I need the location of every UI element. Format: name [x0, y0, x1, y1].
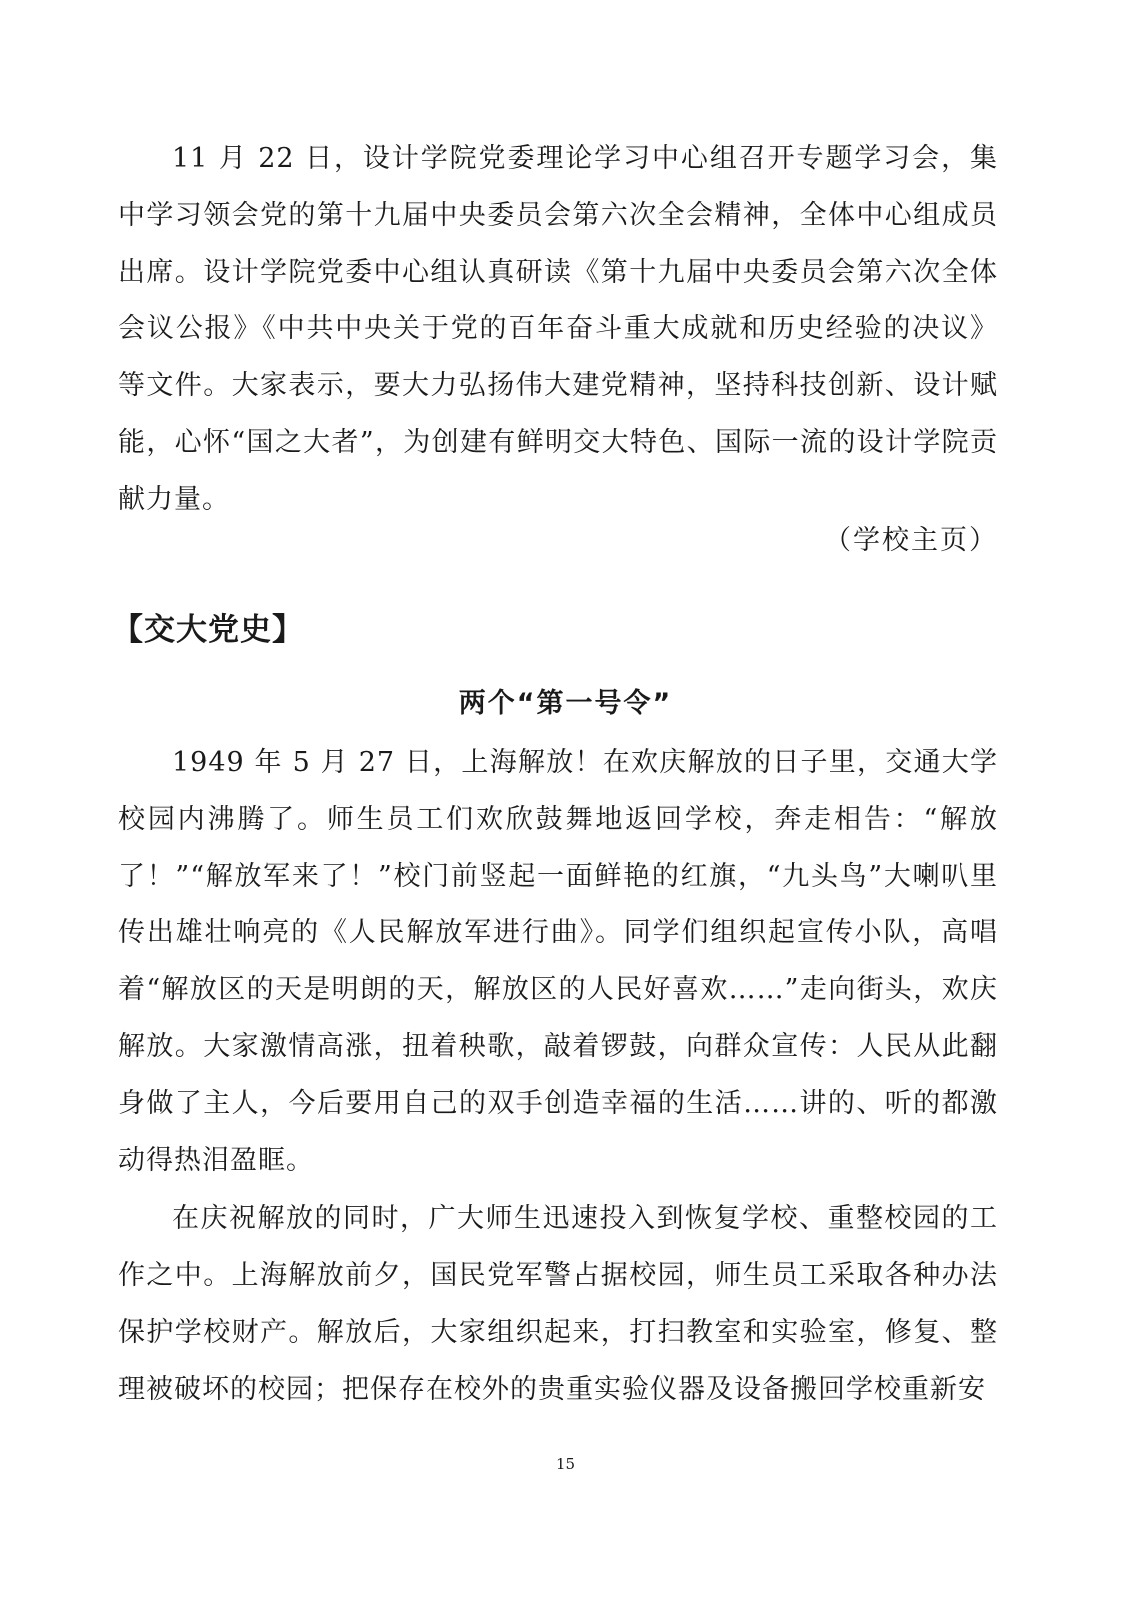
article-paragraph-2: 在庆祝解放的同时，广大师生迅速投入到恢复学校、重整校园的工作之中。上海解放前夕，国民党军警占据校园，师生员工采取各种办法保护学校财产。解放后，大家组织起来，打扫教室和实验室，修复、整理被破坏的校园；把保存在校外的贵重实验仪器及设备搬回学校重新安	[118, 1203, 998, 1405]
news-block	[118, 131, 998, 529]
article-paragraph-1: 1949 年 5 月 27 日，上海解放！在欢庆解放的日子里，交通大学校园内沸腾了。师生员工们欢欣鼓舞地返回学校，奔走相告：“解放了！”“解放军来了！”校门前竖起一面鲜艳的红旗，“九头鸟”大喇叭里传出雄壮响亮的《人民解放军进行曲》。同学们组织起宣传小队，高唱着“解放区的天是明朗的天，解放区的人民好喜欢……”走向街头，欢庆解放。大家激情高涨，扭着秧歌，敲着锣鼓，向群众宣传：人民从此翻身做了主人，今后要用自己的双手创造幸福的生活……讲的、听的都激动得热泪盈眶。	[118, 747, 998, 1176]
page-number: 15	[555, 1455, 576, 1473]
section-heading: 【交大党史】	[112, 612, 304, 648]
news-source: （学校主页）	[824, 525, 998, 556]
article-body	[118, 735, 998, 1419]
news-paragraph: 11 月 22 日，设计学院党委理论学习中心组召开专题学习会，集中学习领会党的第十九届中央委员会第六次全会精神，全体中心组成员出席。设计学院党委中心组认真研读《第十九届中央委员会第六次全体会议公报》《中共中央关于党的百年奋斗重大成就和历史经验的决议》等文件。大家表示，要大力弘扬伟大建党精神，坚持科技创新、设计赋能，心怀“国之大者”，为创建有鲜明交大特色、国际一流的设计学院贡献力量。	[118, 143, 998, 515]
article-title: 两个“第一号令”	[458, 688, 673, 719]
